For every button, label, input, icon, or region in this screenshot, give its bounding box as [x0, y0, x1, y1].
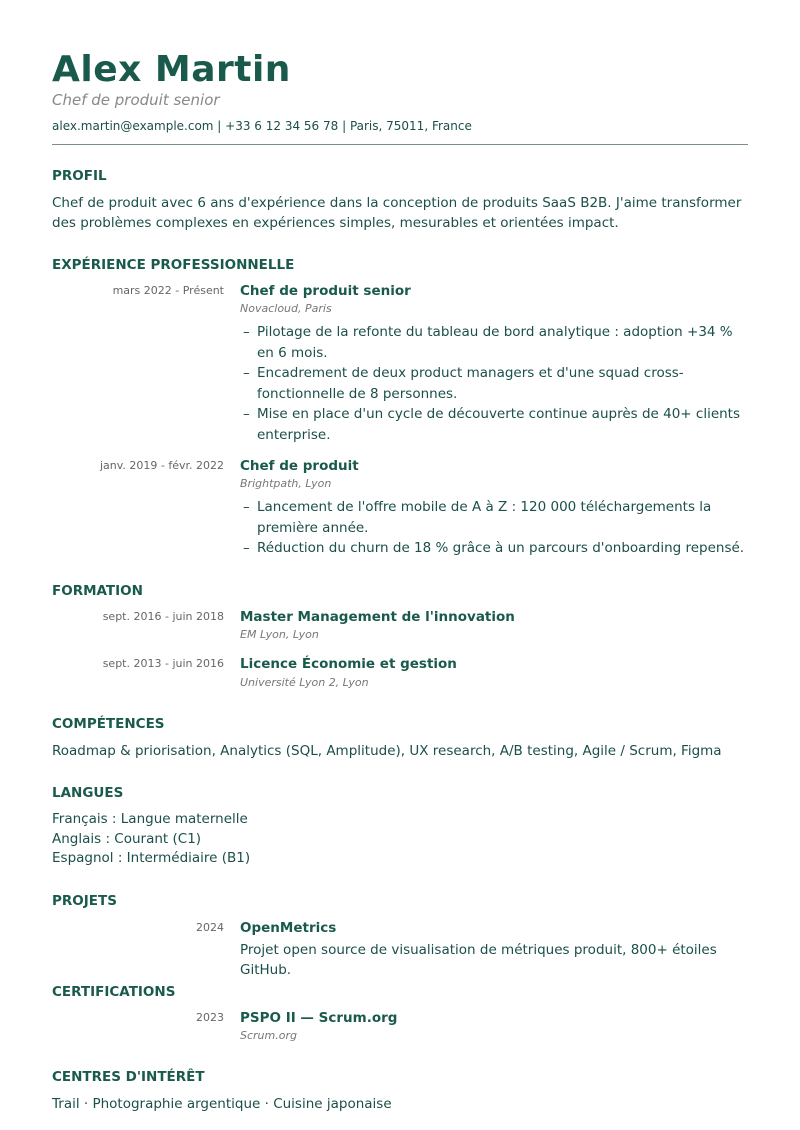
experience-dates: janv. 2019 - févr. 2022	[99, 459, 224, 472]
education-school: Université Lyon 2, Lyon	[240, 676, 369, 689]
header-divider	[52, 144, 748, 145]
section-title-experience: EXPÉRIENCE PROFESSIONNELLE	[52, 257, 295, 273]
section-title-interests: CENTRES D'INTÉRÊT	[52, 1069, 205, 1085]
section-title-languages: LANGUES	[52, 785, 124, 801]
candidate-name: Alex Martin	[52, 49, 291, 90]
language-item: Espagnol : Intermédiaire (B1)	[52, 850, 251, 866]
experience-bullets	[240, 322, 750, 445]
project-year: 2024	[196, 921, 224, 934]
section-title-skills: COMPÉTENCES	[52, 716, 165, 732]
project-description: Projet open source de visualisation de métriques produit, 800+ étoiles GitHub.	[240, 942, 717, 978]
profile-text: Chef de produit avec 6 ans d'expérience dans la conception de produits SaaS B2B. J'aime transformer des problèmes complexes en expériences simples, mesurables et orientées impact.	[52, 195, 742, 231]
experience-bullet: – Lancement de l'offre mobile de A à Z : 120 000 téléchargements la première année.	[240, 497, 750, 538]
education-degree: Licence Économie et gestion	[240, 656, 457, 672]
language-item: Français : Langue maternelle	[52, 811, 248, 827]
experience-bullet: – Réduction du churn de 18 % grâce à un parcours d'onboarding repensé.	[240, 538, 750, 559]
project-name: OpenMetrics	[240, 920, 337, 936]
section-title-projects: PROJETS	[52, 893, 117, 909]
education-school: EM Lyon, Lyon	[240, 628, 319, 641]
section-title-education: FORMATION	[52, 583, 143, 599]
contact-line: alex.martin@example.com | +33 6 12 34 56 78 | Paris, 75011, France	[52, 119, 472, 133]
education-degree: Master Management de l'innovation	[240, 609, 515, 625]
section-title-certifications: CERTIFICATIONS	[52, 984, 176, 1000]
experience-bullet: – Encadrement de deux product managers et d'une squad cross-fonctionnelle de 8 personnes.	[240, 363, 750, 404]
experience-bullets	[240, 497, 750, 559]
experience-role: Chef de produit	[240, 458, 359, 474]
experience-company: Novacloud, Paris	[240, 302, 332, 315]
language-item: Anglais : Courant (C1)	[52, 830, 202, 847]
experience-dates: mars 2022 - Présent	[112, 284, 224, 297]
experience-bullet: – Pilotage de la refonte du tableau de bord analytique : adoption +34 % en 6 mois.	[240, 322, 750, 363]
certification-issuer: Scrum.org	[240, 1029, 297, 1042]
job-title: Chef de produit senior	[52, 91, 220, 109]
experience-bullet: – Mise en place d'un cycle de découverte continue auprès de 40+ clients enterprise.	[240, 404, 750, 445]
skills-text: Roadmap & priorisation, Analytics (SQL, Amplitude), UX research, A/B testing, Agile / Scrum, Figma	[52, 743, 722, 759]
experience-company: Brightpath, Lyon	[240, 477, 332, 490]
section-title-profile: PROFIL	[52, 168, 107, 184]
interests-text: Trail · Photographie argentique · Cuisine japonaise	[52, 1096, 392, 1112]
certification-name: PSPO II — Scrum.org	[240, 1010, 398, 1026]
education-dates: sept. 2013 - juin 2016	[102, 657, 224, 670]
education-dates: sept. 2016 - juin 2018	[102, 610, 224, 623]
certification-year: 2023	[196, 1011, 224, 1024]
languages-list	[52, 810, 748, 869]
experience-role: Chef de produit senior	[240, 283, 411, 299]
